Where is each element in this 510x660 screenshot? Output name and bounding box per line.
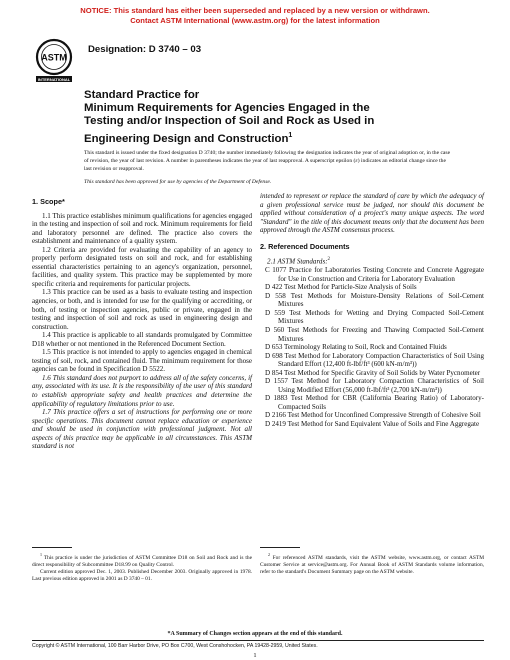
reference-item: D 422 Test Method for Particle-Size Analysis of Soils <box>265 283 417 292</box>
reference-item: D 559 Test Methods for Wetting and Drying Compacted Soil-Cement Mixtures <box>265 308 484 326</box>
right-column <box>260 192 484 429</box>
scope-1-3: 1.3 This practice can be used as a basis to evaluate testing and inspection agencies, or both, and is intended for use for the qualifying or accrediting, or both, of testing or inspection agencies, public or private, engaged in the testing and inspection of soil and rock as used in engineering design and construction. <box>32 288 252 331</box>
dod-approval-note: This standard has been approved for use by agencies of the Department of Defense. <box>84 179 272 185</box>
footnote-2: $^2$ For referenced ASTM standards, visit the ASTM website, www.astm.org, or contact ASTM Customer Service at service@astm.org. For Annual Book of ASTM Standards volume information, refer to the standard's Document Summary page on the ASTM website. <box>260 552 484 575</box>
notice-line-2: Contact ASTM International (www.astm.org) for the latest information <box>130 15 380 25</box>
title-line-4: Engineering Design and Construction <box>84 132 289 145</box>
footnote-1-edition: Current edition approved Dec. 1, 2003. Published December 2003. Originally approved in 1978. Last previous edition approved in 2001 as D 3740 – 01. <box>32 568 252 582</box>
footnote-rule-right <box>260 547 300 548</box>
astm-logo <box>34 38 74 84</box>
scope-heading: 1. Scope* <box>32 197 65 206</box>
scope-1-6: 1.6 This standard does not purport to address all of the safety concerns, if any, associated with its use. It is the responsibility of the user of this standard to establish appropriate safety and health practices and determine the applicability of regulatory limitations prior to use. <box>32 373 252 408</box>
title-line-3: Testing and/or Inspection of Soil and Rock as Used in <box>84 115 375 128</box>
reference-item: D 560 Test Methods for Freezing and Thawing Compacted Soil-Cement Mixtures <box>265 326 484 343</box>
scope-1-4: 1.4 This practice is applicable to all standards promulgated by Committee D18 whether or not mentioned in the Referenced Document Section. <box>32 331 252 348</box>
scope-1-5: 1.5 This practice is not intended to apply to agencies engaged in chemical testing of soil, rock, and contained fluid. The minimum requirement for those agencies can be found in Specification D 5522. <box>32 348 252 374</box>
left-column <box>32 192 252 451</box>
footnote-1: $^1$ This practice is under the jurisdiction of ASTM Committee D18 on Soil and Rock and is the direct responsibility of Subcommittee D18.99 on Quality Control. Current edition approved Dec. 1, 2003. Published December 2003. Originally approved in 1978. Last previous edition approved in 2001 as D 3740 – 01. <box>32 552 252 582</box>
reference-item: D 1883 Test Method for CBR (California Bearing Ratio) of Laboratory-Compacted Soils <box>265 394 484 411</box>
footnote-rule-left <box>32 547 72 548</box>
footer-rule <box>32 640 484 641</box>
reference-item: D 1557 Test Method for Laboratory Compaction Characteristics of Soil Using Modified Effort (56,000 ft-lbf/ft³ (2,700 kN-m/m³)) <box>265 377 484 394</box>
reference-item: D 698 Test Method for Laboratory Compaction Characteristics of Soil Using Standard Effort (12,400 ft-lbf/ft³ (600 kN-m/m³)) <box>265 351 484 369</box>
reference-item: C 1077 Practice for Laboratories Testing Concrete and Concrete Aggregate for Use in Construction and Criteria for Laboratory Evaluation <box>265 266 484 283</box>
astm-logo-icon <box>34 38 74 84</box>
reference-item: D 2166 Test Method for Unconfined Compressive Strength of Cohesive Soil <box>265 411 481 420</box>
notice-line-1: NOTICE: This standard has either been superseded and replaced by a new version or withdrawn. <box>80 6 430 15</box>
copyright-line: Copyright © ASTM International, 100 Barr Harbor Drive, PO Box C700, West Conshohocken, PA 19428-2959, United States. <box>32 643 318 649</box>
footnote-2-text: For referenced ASTM standards, visit the ASTM website, www.astm.org, or contact ASTM Customer Service at service@astm.org. For Annual Book of ASTM Standards volume information, refer to the standard's Document Summary page on the ASTM website. <box>260 554 484 575</box>
summary-of-changes-note: *A Summary of Changes section appears at the end of this standard. <box>167 631 343 637</box>
reference-item: D 653 Terminology Relating to Soil, Rock and Contained Fluids <box>265 343 447 352</box>
reference-list <box>260 266 484 428</box>
svg-text:ASTM: ASTM <box>41 52 67 63</box>
document-title <box>84 89 484 146</box>
scope-1-1: 1.1 This practice establishes minimum qualifications for agencies engaged in the testing and inspection of soil and rock. Minimum requirements for field and laboratory personnel are defined. The practice also covers the establishment and maintenance of a quality system. <box>32 211 252 246</box>
astm-standards-subheading: 2.1 ASTM Standards:$^2$ <box>267 257 331 266</box>
designation: Designation: D 3740 – 03 <box>88 44 202 55</box>
scope-1-7-continued: intended to represent or replace the standard of care by which the adequacy of a given professional service must be judged, nor should this document be applied without consideration of a project's many unique aspects. The word "Standard" in the title of this document means only that the document has been approved through the ASTM consensus process. <box>260 192 484 235</box>
title-line-2: Minimum Requirements for Agencies Engaged in the <box>84 102 370 115</box>
scope-1-7: 1.7 This practice offers a set of instructions for performing one or more specific operations. This document cannot replace education or experience and should be used in conjunction with professional judgment. Not all aspects of this practice may be applicable in all circumstances. This ASTM standard is not <box>32 408 252 451</box>
svg-text:INTERNATIONAL: INTERNATIONAL <box>37 76 71 82</box>
title-footnote-mark: 1 <box>288 131 293 139</box>
scope-1-2: 1.2 Criteria are provided for evaluating the capability of an agency to properly perform designated tests on soil and rock, and for establishing essential characteristics pertaining to an agency's organization, personnel, facilities, and quality system. This practice may be supplemented by more specific criteria and requirements for particular projects. <box>32 245 252 288</box>
title-line-1: Standard Practice for <box>84 89 200 101</box>
withdrawal-notice <box>0 6 510 25</box>
reference-item: D 854 Test Method for Specific Gravity of Soil Solids by Water Pycnometer <box>265 368 481 377</box>
page-number: 1 <box>253 652 257 659</box>
footnote-1-text: This practice is under the jurisdiction of ASTM Committee D18 on Soil and Rock and is the direct responsibility of Subcommittee D18.99 on Quality Control. <box>32 554 252 568</box>
reference-item: D 558 Test Methods for Moisture-Density Relations of Soil-Cement Mixtures <box>265 291 484 309</box>
standard-issuance-note: This standard is issued under the fixed designation D 3740; the number immediately following the designation indicates the year of original adoption or, in the case of revision, the year of last revision. A number in parentheses indicates the year of last reapproval. A superscript epsilon (ε) indicates an editorial change since the last revision or reapproval. <box>84 150 451 172</box>
references-heading: 2. Referenced Documents <box>260 241 350 251</box>
reference-item: D 2419 Test Method for Sand Equivalent Value of Soils and Fine Aggregate <box>265 420 480 429</box>
